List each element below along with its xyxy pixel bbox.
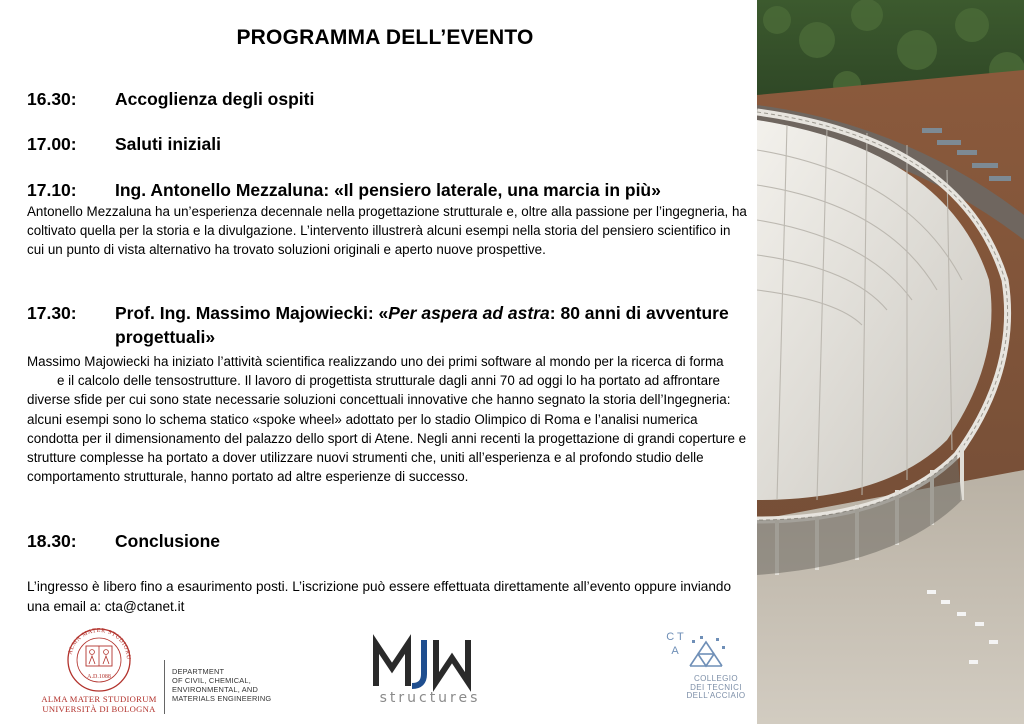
- cta-truss-icon: [686, 632, 730, 672]
- stadium-image: [757, 0, 1024, 724]
- unibo-wordmark: [34, 694, 164, 714]
- agenda-time: 16.30:: [27, 89, 77, 109]
- cta-wordmark: [676, 675, 756, 701]
- agenda-description-text: [27, 352, 747, 486]
- agenda-title: Ing. Antonello Mezzaluna: «Il pensiero laterale, una marcia in più»: [115, 180, 661, 200]
- agenda-description-start: Massimo Majowiecki ha iniziato l’attività scientifica realizzando uno dei primi software al mondo per la ricerca di forma: [27, 354, 724, 369]
- unibo-seal-text: ALMA MATER STUDIORU: [67, 627, 132, 661]
- unibo-seal-year: A.D.1088: [87, 674, 111, 680]
- mjw-mark-icon: [372, 634, 488, 692]
- agenda-time: 17.10:: [27, 180, 77, 200]
- agenda-title-suffix: : 80 anni di avventure progettuali»: [115, 303, 729, 347]
- agenda-description: [27, 352, 747, 486]
- department-line-2: OF CIVIL, CHEMICAL,: [172, 676, 251, 685]
- cta-line-3: DELL’ACCIAIO: [686, 691, 746, 701]
- mjw-logo: [372, 634, 488, 712]
- divider: [164, 660, 165, 714]
- svg-text:ALMA MATER STUDIORUM: [34, 622, 131, 660]
- cta-logo: [664, 628, 754, 718]
- unibo-logo: [34, 622, 164, 717]
- agenda-title: Accoglienza degli ospiti: [115, 89, 315, 109]
- agenda-item: [27, 178, 747, 260]
- department-name: [172, 667, 292, 703]
- registration-note: L’ingresso è libero fino a esaurimento posti. L’iscrizione può essere effettuata direttamente all’evento oppure inviando una email a: cta@ctanet.it: [27, 579, 732, 614]
- department-line-1: DEPARTMENT: [172, 667, 225, 676]
- agenda-title: [115, 301, 747, 349]
- agenda-item: [27, 87, 747, 111]
- agenda-description: [27, 202, 747, 260]
- mjw-subtitle: structures: [379, 690, 481, 706]
- agenda-item: [27, 132, 747, 156]
- agenda-description-rest: e il calcolo delle tensostrutture. Il lavoro di progettista strutturale dagli anni 70 ad oggi lo ha portato ad affrontare diverse sfide per cui sono state necessarie soluzioni concettuali innovative che hanno segnato la storia dell’Ingegneria: alcuni esempi sono lo schema statico «spoke wheel» adottato per lo stadio Olimpico di Roma e l’analisi numerica condotta per il dimensionamento del palazzo dello sport di Atene. Negli anni recenti la progettazione di grandi coperture e strutture complesse ha portato a dover utilizzare nuovi strumenti che, uniti all’esperienza e al profondo studio delle comportamento strutturale, hanno portato ad altre esperienze di successo.: [27, 373, 747, 485]
- agenda-item: [27, 301, 747, 486]
- page-title: PROGRAMMA DELL’EVENTO: [236, 26, 534, 49]
- agenda-time: 18.30:: [27, 531, 77, 551]
- cta-line-2: DEI TECNICI: [690, 682, 742, 692]
- agenda-description-text: Antonello Mezzaluna ha un’esperienza decennale nella progettazione strutturale e, oltre alla passione per l’ingegneria, ha coltivato quella per la storia e la divulgazione. L’intervento illustrerà alcuni esempi nella storia del pensiero scientifico in cui un punto di vista alternativo ha trovato soluzioni originali e aperto nuove prospettive.: [27, 204, 747, 258]
- unibo-seal-icon: [34, 622, 164, 694]
- stadium-aerial-photo: [757, 0, 1024, 724]
- department-line-3: ENVIRONMENTAL, AND: [172, 685, 259, 694]
- agenda-title: Saluti iniziali: [115, 134, 221, 154]
- agenda-time: 17.00:: [27, 134, 77, 154]
- unibo-line-1: ALMA MATER STUDIORUM: [41, 694, 157, 704]
- agenda-title: Conclusione: [115, 531, 221, 551]
- unibo-line-2: UNIVERSITÀ DI BOLOGNA: [42, 704, 156, 714]
- agenda-time: 17.30:: [27, 303, 77, 323]
- agenda-item: [27, 529, 747, 553]
- agenda-title-italic: Per aspera ad astra: [388, 303, 550, 323]
- department-line-4: MATERIALS ENGINEERING: [172, 694, 272, 703]
- agenda-title-prefix: Prof. Ing. Massimo Majowiecki: «: [115, 303, 389, 323]
- cta-letters: C T A: [666, 631, 684, 657]
- cta-line-1: COLLEGIO: [693, 674, 739, 683]
